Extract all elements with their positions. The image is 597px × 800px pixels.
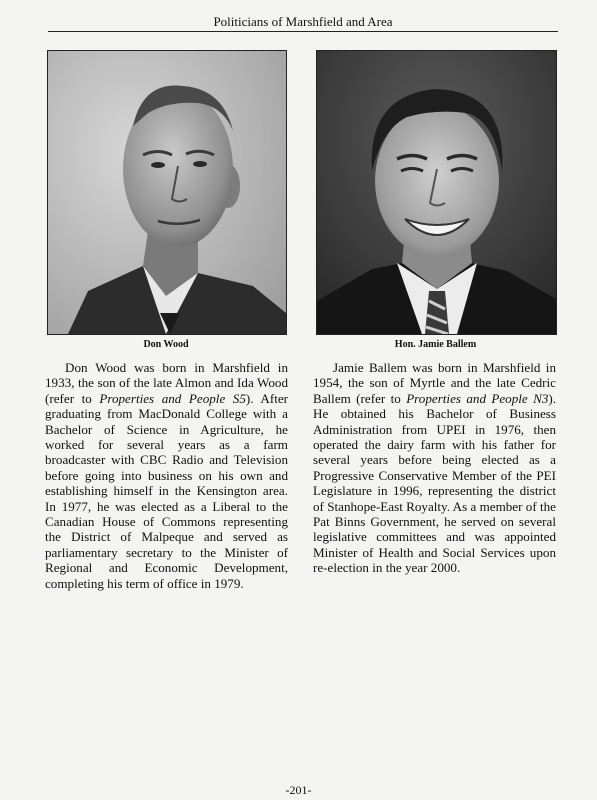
reference-link: Properties and People S5 <box>99 390 246 406</box>
biography-text-part2: ). He obtained his Bachelor of Business Administration from UPEI in 1976, then operated the dairy farm with his father for several years before being elected as a Progressive Conservative Member of the PEI Legislature in 1996, representing the district of Stanhope-East Royalty. As a member of the Pat Binns Government, he served on several legislative committees and was appointed Minister of Health and Social Services upon re-election in the year 2000. <box>313 390 557 576</box>
biography-text-part1: Jamie Ballem was born in Marshfield in 1954, the son of Myrtle and the late Cedric Ballem (refer to <box>313 360 556 406</box>
caption-jamie-ballem: Hon. Jamie Ballem <box>394 339 477 350</box>
page-number: -201- <box>285 783 312 797</box>
caption-don-wood: Don Wood <box>143 339 189 350</box>
photo-don-wood <box>47 50 287 335</box>
running-header: Politicians of Marshfield and Area <box>213 14 393 29</box>
photo-jamie-ballem <box>316 50 557 335</box>
biography-text-part2: ). After graduating from MacDonald College with a Bachelor of Science in Agriculture, he worked for several years as a farm broadcaster with CBC Radio and Television before going into business on his own and establishing himself in the Kensington area. In 1977, he was elected as a Liberal to the Canadian House of Commons representing the District of Malpeque and served as parliamentary secretary to the Minister of Regional and Economic Development, completing his term of office in 1979. <box>45 390 288 591</box>
biography-don-wood <box>45 360 288 591</box>
header-rule <box>48 31 558 32</box>
biography-text-part1: Don Wood was born in Marshfield in 1933, the son of the late Almon and Ida Wood (refer to <box>45 360 288 406</box>
reference-link: Properties and People N3 <box>406 390 549 406</box>
biography-jamie-ballem <box>313 360 556 576</box>
